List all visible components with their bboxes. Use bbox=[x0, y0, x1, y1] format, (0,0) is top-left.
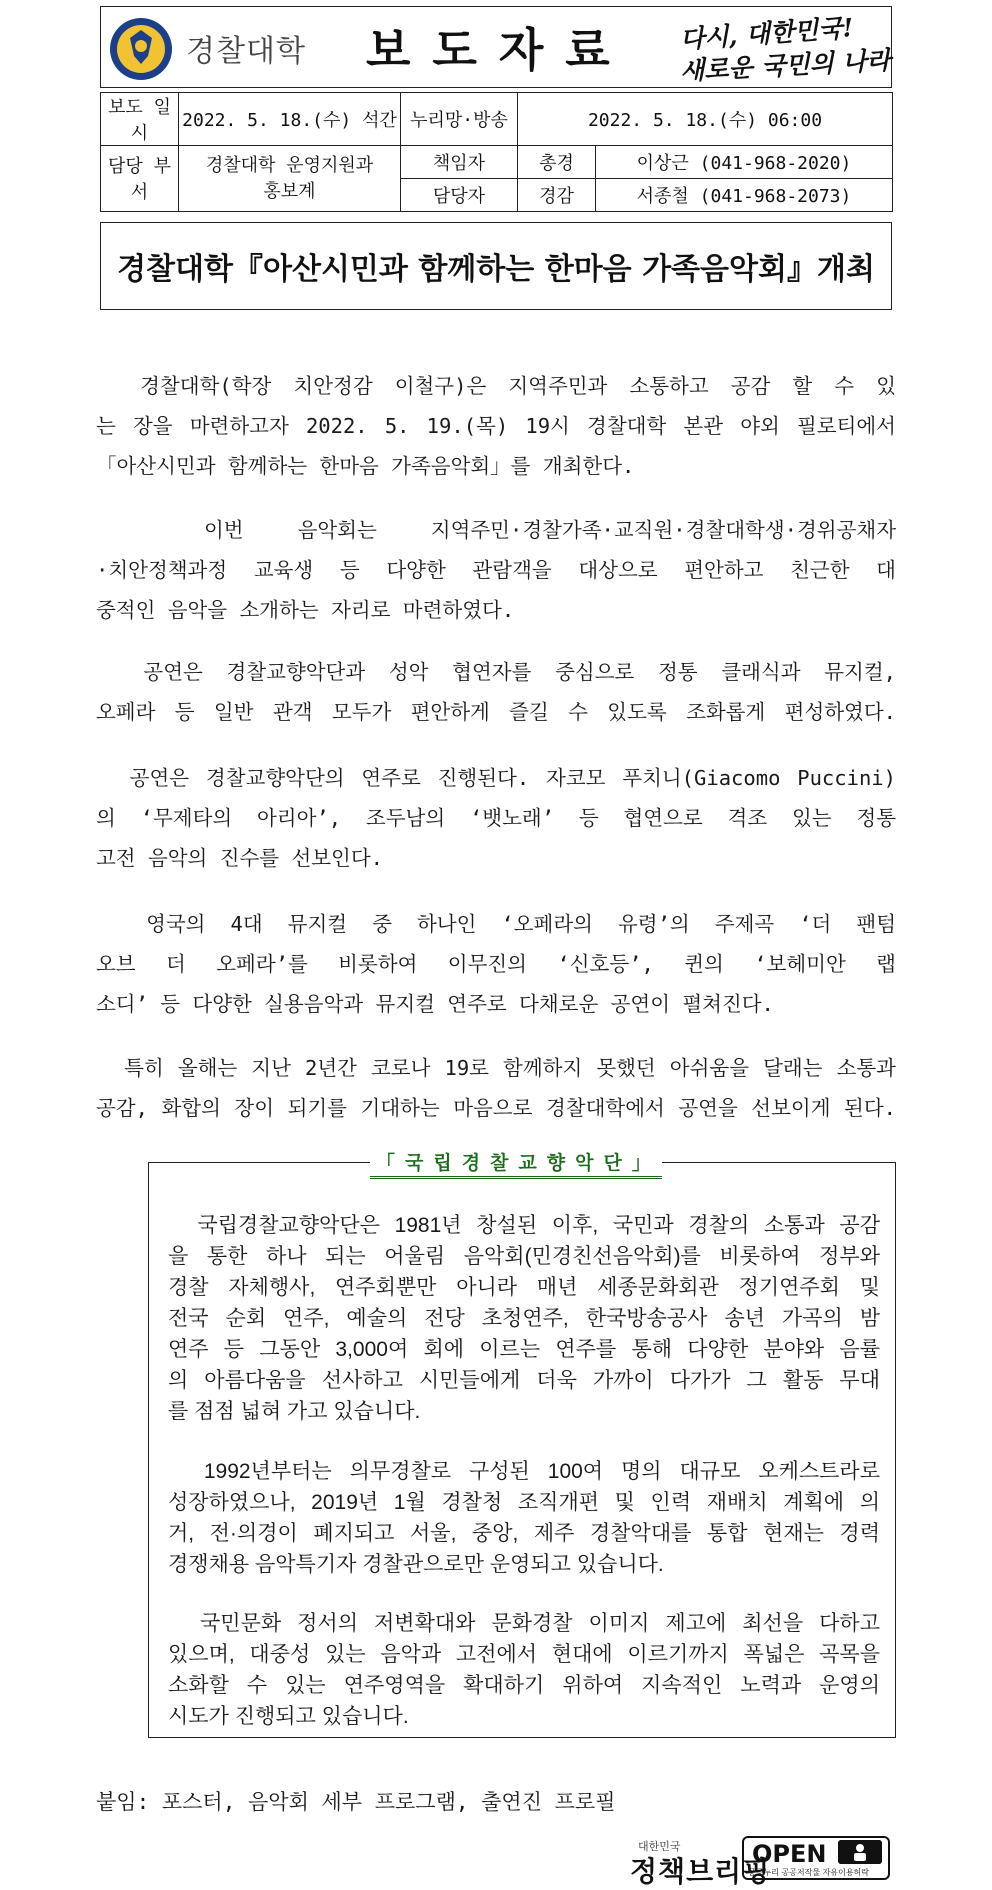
orchestra-paragraph-2 bbox=[168, 1456, 880, 1580]
doc-type-title: 보도자료 bbox=[366, 23, 632, 77]
orchestra-line: 소화할 수 있는 연주영역을 확대하기 위하여 지속적인 노력과 운영의 bbox=[168, 1674, 880, 1697]
body-paragraph-2 bbox=[96, 510, 896, 630]
paragraph-line: 오페라 등 일반 관객 모두가 편안하게 즐길 수 있도록 조화롭게 편성하였다. bbox=[96, 700, 896, 724]
paragraph-line: 는 장을 마련하고자 2022. 5. 19.(목) 19시 경찰대학 본관 야외 필로티에서 bbox=[96, 414, 896, 438]
dept-value bbox=[179, 146, 401, 212]
slogan-line-2: 새로운 국민의 나라 bbox=[679, 45, 892, 86]
paragraph-line: 「아산시민과 함께하는 한마음 가족음악회」를 개최한다. bbox=[96, 454, 635, 478]
paragraph-line: ·치안정책과정 교육생 등 다양한 관람객을 대상으로 편안하고 친근한 대 bbox=[96, 558, 896, 582]
orchestra-line: 성장하였으나, 2019년 1월 경찰청 조직개편 및 인력 재배치 계획에 의 bbox=[168, 1491, 880, 1514]
paragraph-line: 공연은 경찰교향악단과 성악 협연자를 중심으로 정통 클래식과 뮤지컬, bbox=[96, 660, 896, 684]
orchestra-line: 연주 등 그동안 3,000여 회에 이르는 연주를 통해 다양한 분야와 음률 bbox=[168, 1338, 880, 1361]
orchestra-line: 경찰 자체행사, 연주회뿐만 아니라 매년 세종문화회관 정기연주회 및 bbox=[168, 1276, 880, 1299]
orchestra-line: 경쟁채용 음악특기자 경찰관으로만 운영되고 있습니다. bbox=[168, 1553, 664, 1576]
orchestra-info-title-wrap bbox=[370, 1148, 662, 1178]
manager-value: 이상근 (041-968-2020) bbox=[596, 146, 893, 179]
headline-box bbox=[100, 222, 892, 310]
body-paragraph-4 bbox=[96, 758, 896, 878]
orchestra-line: 를 점점 넓혀 가고 있습니다. bbox=[168, 1400, 421, 1423]
online-label: 누리망·방송 bbox=[401, 93, 518, 146]
paragraph-line: 고전 음악의 진수를 선보인다. bbox=[96, 846, 384, 870]
release-info-table bbox=[100, 92, 893, 212]
body-paragraph-6 bbox=[96, 1048, 896, 1128]
paragraph-line: 의 ‘무제타의 아리아’, 조두남의 ‘뱃노래’ 등 협연으로 격조 있는 정통 bbox=[96, 806, 896, 830]
orchestra-line: 1992년부터는 의무경찰로 구성된 100여 명의 대규모 오케스트라로 bbox=[168, 1460, 880, 1483]
orchestra-line: 전국 순회 연주, 예술의 전당 초청연주, 한국방송공사 송년 가곡의 밤 bbox=[168, 1307, 880, 1330]
kogl-open-sub: 공공누리 공공저작물 자유이용허락 bbox=[748, 1868, 870, 1877]
slogan-line-1: 다시, 대한민국! bbox=[679, 12, 855, 55]
contact-value: 서종철 (041-968-2073) bbox=[596, 179, 893, 212]
paragraph-line: 공연은 경찰교향악단의 연주로 진행된다. 자코모 푸치니(Giacomo Puccini) bbox=[96, 766, 896, 790]
contact-rank: 경감 bbox=[518, 179, 596, 212]
orchestra-line: 을 통한 하나 되는 어울림 음악회(민경친선음악회)를 비롯하여 정부와 bbox=[168, 1245, 880, 1268]
dept-value-line2: 홍보계 bbox=[263, 180, 316, 202]
orchestra-line: 의 아름다움을 선사하고 시민들에게 더욱 가까이 다가가 그 활동 무대 bbox=[168, 1369, 880, 1392]
body-paragraph-5 bbox=[96, 904, 896, 1024]
dept-label: 담당 부서 bbox=[101, 146, 179, 212]
body-paragraph-1 bbox=[96, 366, 896, 486]
manager-label: 책임자 bbox=[401, 146, 518, 179]
orchestra-paragraph-1 bbox=[168, 1210, 880, 1427]
kogl-open-label: OPEN bbox=[752, 1840, 827, 1868]
attachment-note: 붙임: 포스터, 음악회 세부 프로그램, 출연진 프로필 bbox=[96, 1790, 616, 1814]
online-value: 2022. 5. 18.(수) 06:00 bbox=[518, 93, 893, 146]
body-paragraph-3 bbox=[96, 652, 896, 732]
kogl-attribution-icon bbox=[838, 1840, 882, 1864]
orchestra-line: 시도가 진행되고 있습니다. bbox=[168, 1705, 409, 1728]
orchestra-info-title: 「국립경찰교향악단」 bbox=[370, 1148, 662, 1179]
dept-value-line1: 경찰대학 운영지원과 bbox=[205, 154, 374, 176]
contact-label: 담당자 bbox=[401, 179, 518, 212]
paragraph-line: 특히 올해는 지난 2년간 코로나 19로 함께하지 못했던 아쉬움을 달래는 소통과 bbox=[96, 1056, 896, 1080]
manager-rank: 총경 bbox=[518, 146, 596, 179]
orchestra-paragraph-3 bbox=[168, 1608, 880, 1732]
paragraph-line: 중적인 음악을 소개하는 자리로 마련하였다. bbox=[96, 598, 515, 622]
policy-briefing-logo: 정책브리핑 bbox=[630, 1855, 771, 1888]
policy-briefing-country: 대한민국 bbox=[638, 1840, 681, 1853]
release-value: 2022. 5. 18.(수) 석간 bbox=[179, 93, 401, 146]
paragraph-line: 영국의 4대 뮤지컬 중 하나인 ‘오페라의 유령’의 주제곡 ‘더 팬텀 bbox=[96, 912, 896, 936]
orchestra-line: 거, 전·의경이 폐지되고 서울, 중앙, 제주 경찰악대를 통합 현재는 경력 bbox=[168, 1522, 880, 1545]
paragraph-line: 이번 음악회는 지역주민·경찰가족·교직원·경찰대학생·경위공채자 bbox=[96, 518, 896, 542]
paragraph-line: 오브 더 오페라’를 비롯하여 이무진의 ‘신호등’, 퀸의 ‘보헤미안 랩 bbox=[96, 952, 896, 976]
release-label: 보도 일시 bbox=[101, 93, 179, 146]
orchestra-line: 있으며, 대중성 있는 음악과 고전에서 현대에 이르기까지 폭넓은 곡목을 bbox=[168, 1643, 880, 1666]
orchestra-line: 국민문화 정서의 저변확대와 문화경찰 이미지 제고에 최선을 다하고 bbox=[168, 1612, 880, 1635]
org-name: 경찰대학 bbox=[186, 34, 306, 69]
paragraph-line: 공감, 화합의 장이 되기를 기대하는 마음으로 경찰대학에서 공연을 선보이게 된다. bbox=[96, 1096, 896, 1120]
paragraph-line: 소디’ 등 다양한 실용음악과 뮤지컬 연주로 다채로운 공연이 펼쳐진다. bbox=[96, 992, 774, 1016]
paragraph-line: 경찰대학(학장 치안정감 이철구)은 지역주민과 소통하고 공감 할 수 있 bbox=[96, 374, 896, 398]
police-university-emblem-icon bbox=[108, 16, 174, 82]
orchestra-line: 국립경찰교향악단은 1981년 창설된 이후, 국민과 경찰의 소통과 공감 bbox=[168, 1214, 880, 1237]
headline: 경찰대학『아산시민과 함께하는 한마음 가족음악회』개최 bbox=[117, 252, 875, 287]
